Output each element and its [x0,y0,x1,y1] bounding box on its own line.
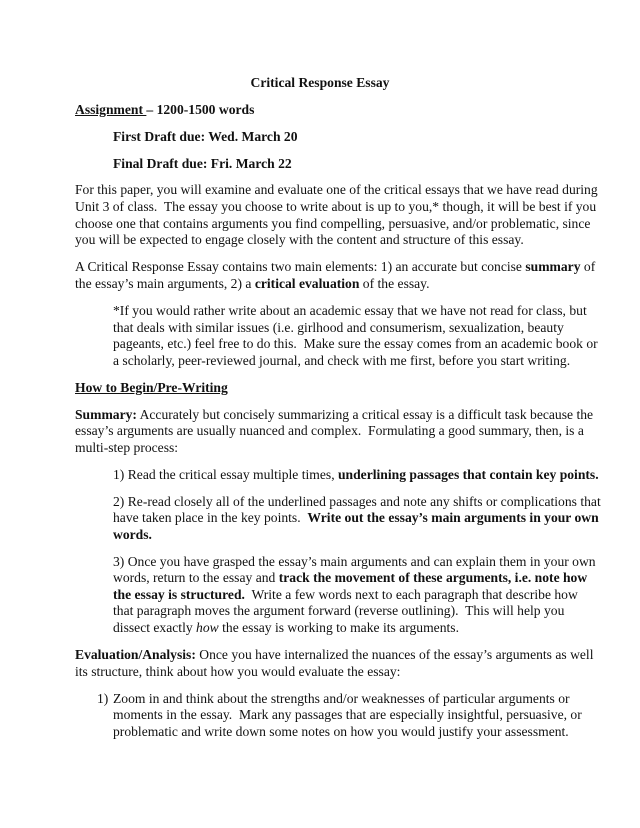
text-run: that paragraph moves the argument forward (reverse outlining). This will help you [113,603,565,618]
text-line [75,232,524,248]
text-run: its structure, think about how you would evaluate the essay: [75,664,401,679]
text-run: Accurately but concisely summarizing a critical essay is a difficult task because the [136,407,594,422]
assignment-label: Assignment [75,102,147,117]
text-run: 1) Read the critical essay multiple times, [113,467,338,482]
text-line [113,353,570,369]
text-line [113,467,599,483]
text-line [113,320,564,336]
text-run: words, return to the essay and [113,570,279,585]
text-line [75,380,228,396]
text-line [113,336,598,352]
text-run: of the essay. [359,276,430,291]
text-line [113,587,578,603]
text-run: For this paper, you will examine and evaluate one of the critical essays that we have read during [75,182,598,197]
text-run: moments in the essay. Mark any passages that are especially insightful, persuasive, or [113,707,582,722]
text-run: that deals with similar issues (i.e. girlhood and consumerism, sexualization, beauty [113,320,564,335]
text-line [113,510,599,526]
text-line [113,620,459,636]
text-line [75,182,598,198]
text-run: Zoom in and think about the strengths and/or weaknesses of particular arguments or [113,691,570,706]
italic-text: how [196,620,219,635]
text-run: essay’s arguments are usually nuanced and complex. Formulating a good summary, then, is a [75,423,584,438]
text-line [113,603,564,619]
bold-text: Evaluation/Analysis: [75,647,196,662]
text-run: dissect exactly [113,620,197,635]
text-line [113,691,570,707]
text-line [113,570,587,586]
text-line [113,707,582,723]
text-line [113,303,587,319]
text-run: have taken place in the key points. [113,510,308,525]
text-line [75,276,430,292]
page-title: Critical Response Essay [250,75,390,90]
text-line [75,216,590,232]
text-run: *If you would rather write about an academic essay that we have not read for class, but [113,303,587,318]
text-run: of [580,259,596,274]
text-run: choose one that contains arguments you find compelling, persuasive, and/or problematic, since [75,216,591,231]
text-line [113,724,569,740]
text-line [75,423,584,439]
assignment-heading [75,102,254,118]
bold-text: words. [113,527,152,542]
text-line [113,527,152,543]
text-line [113,494,601,510]
text-line [75,440,178,456]
text-run: the essay’s main arguments, 2) a [75,276,255,291]
text-run: Unit 3 of class. The essay you choose to write about is up to you,* though, it will be best if you [75,199,597,214]
text-run: pageants, etc.) feel free to do this. Make sure the essay comes from an academic book or [113,336,598,351]
text-run: 2) Re-read closely all of the underlined passages and note any shifts or complications that [113,494,601,509]
text-line [75,407,593,423]
bold-text: underlining passages that contain key points. [338,467,599,482]
text-run: Write a few words next to each paragraph that describe how [244,587,578,602]
text-run: you will be expected to engage closely with the content and structure of this essay. [75,232,524,247]
text-line [75,199,596,215]
text-run: 1) [97,691,109,706]
bold-text: summary [525,259,581,274]
text-line [75,664,400,680]
bold-text: Write out the essay’s main arguments in your own [307,510,599,525]
text-line [75,647,594,663]
text-run: the essay is working to make its arguments. [218,620,459,635]
bold-text: Summary: [75,407,137,422]
assignment-word-count: – 1200-1500 words [146,102,255,117]
text-run: problematic and write down some notes on how you would justify your assessment. [113,724,569,739]
text-line [75,259,595,275]
bold-text: How to Begin/Pre-Writing [75,380,228,395]
text-run: multi-step process: [75,440,179,455]
text-line [113,554,596,570]
text-run: Once you have internalized the nuances of the essay’s arguments as well [195,647,594,662]
text-run: 3) Once you have grasped the essay’s main arguments and can explain them in your own [113,554,596,569]
text-line [97,691,108,707]
first-draft-due: First Draft due: Wed. March 20 [113,129,298,144]
bold-text: track the movement of these arguments, i.e. note how [278,570,588,585]
bold-text: the essay is structured. [113,587,245,602]
text-run: a scholarly, peer-reviewed journal, and check with me first, before you start writing. [113,353,571,368]
bold-text: critical evaluation [254,276,360,291]
text-run: A Critical Response Essay contains two main elements: 1) an accurate but concise [75,259,526,274]
final-draft-due: Final Draft due: Fri. March 22 [113,156,292,171]
